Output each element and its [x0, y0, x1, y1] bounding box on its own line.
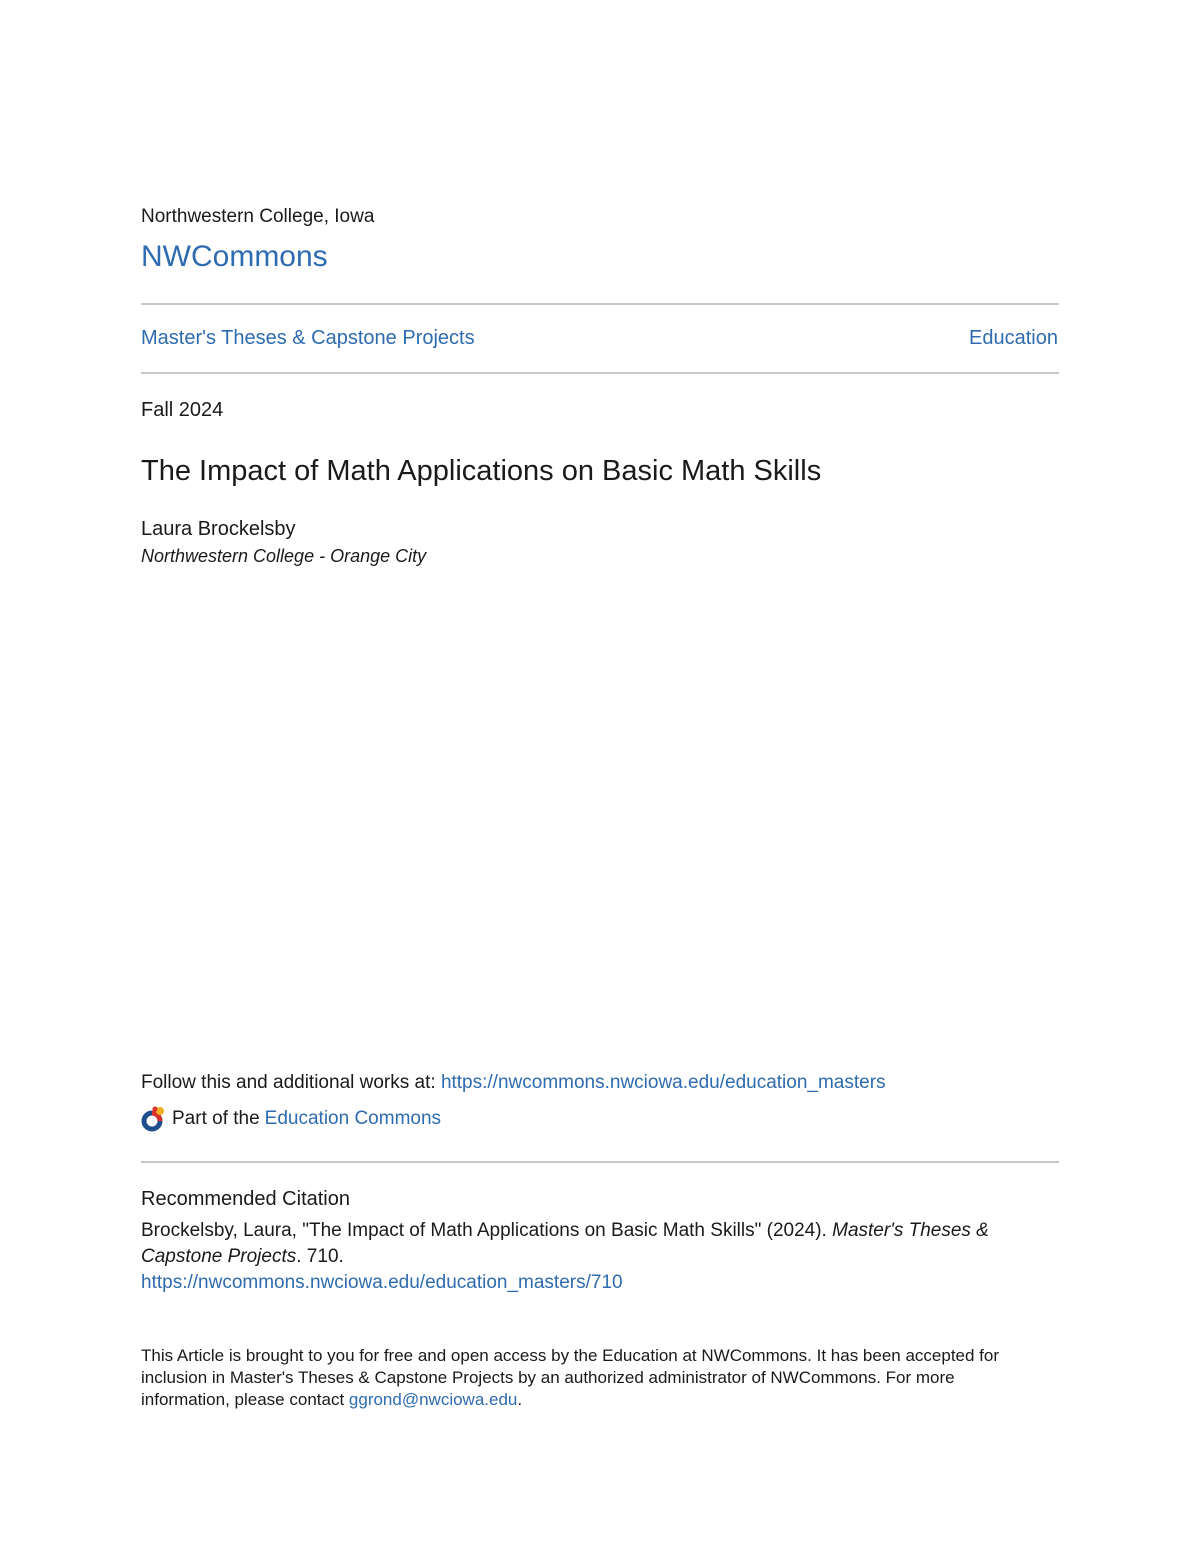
article-title: The Impact of Math Applications on Basic Math Skills	[141, 455, 822, 487]
follow-line	[141, 1072, 886, 1094]
notice-end: .	[517, 1390, 523, 1409]
department-link[interactable]: Education	[969, 327, 1058, 349]
access-notice	[141, 1345, 1041, 1411]
education-commons-link[interactable]: Education Commons	[264, 1108, 442, 1129]
middle-divider	[141, 372, 1059, 374]
network-commons-icon	[141, 1106, 167, 1132]
institution-name: Northwestern College, Iowa	[141, 206, 375, 227]
part-of-label: Part of the	[172, 1108, 260, 1129]
citation-body	[141, 1218, 1041, 1296]
contact-email-link[interactable]: ggrond@nwciowa.edu	[348, 1390, 518, 1409]
citation-text: Brockelsby, Laura, "The Impact of Math Applications on Basic Math Skills" (2024).	[141, 1220, 833, 1241]
citation-url-link[interactable]: https://nwcommons.nwciowa.edu/education_masters/710	[141, 1272, 623, 1293]
citation-heading: Recommended Citation	[141, 1188, 350, 1210]
part-of-line	[141, 1106, 441, 1132]
follow-label: Follow this and additional works at:	[141, 1072, 441, 1093]
citation-series: Master's Theses & Capstone Projects	[141, 1220, 989, 1267]
citation-number: . 710.	[296, 1246, 344, 1267]
publication-date: Fall 2024	[141, 399, 224, 421]
bottom-divider	[141, 1161, 1059, 1163]
top-divider	[141, 303, 1059, 305]
author-name: Laura Brockelsby	[141, 518, 296, 540]
notice-text: This Article is brought to you for free and open access by the Education at NWCommons. It has been accepted for inclusion in Master's Theses & Capstone Projects by an authorized administrator of NWCommons. For more information, please contact	[141, 1346, 1000, 1409]
follow-url-link[interactable]: https://nwcommons.nwciowa.edu/education_masters	[440, 1072, 886, 1093]
repository-link[interactable]: NWCommons	[141, 240, 328, 273]
author-affiliation: Northwestern College - Orange City	[141, 546, 427, 566]
series-link[interactable]: Master's Theses & Capstone Projects	[141, 327, 475, 349]
